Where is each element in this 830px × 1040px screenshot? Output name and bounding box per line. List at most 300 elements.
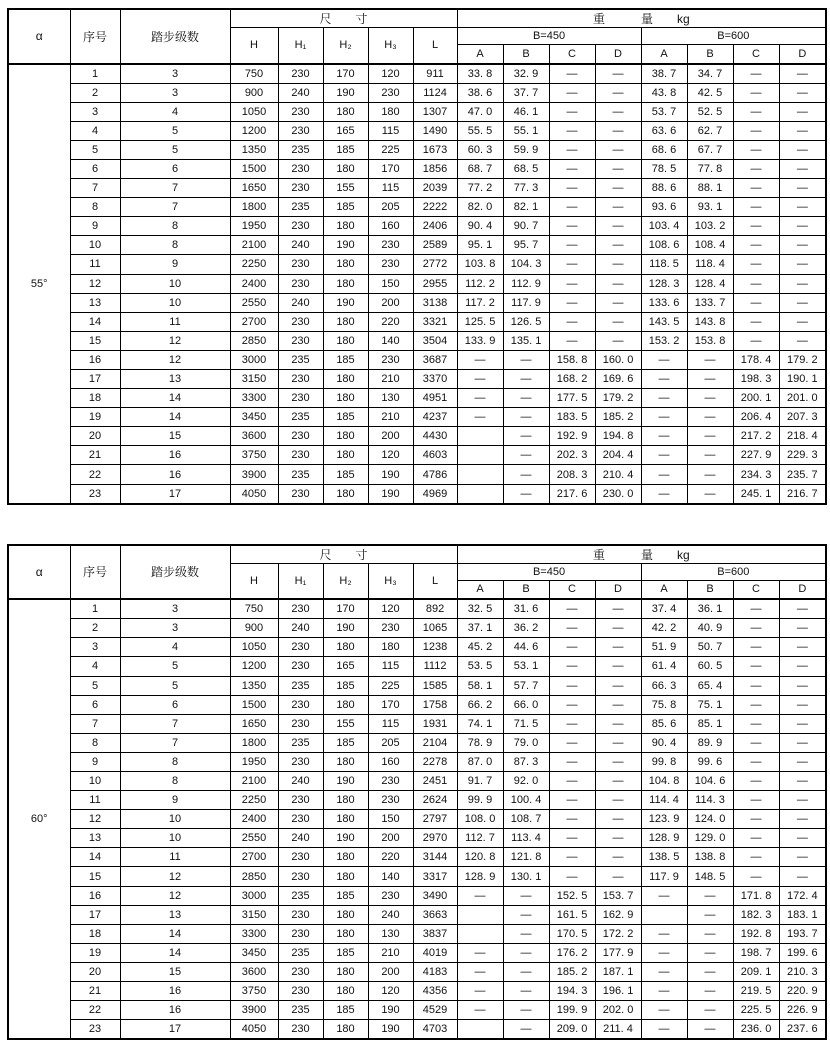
table-cell: 180 [323, 1020, 368, 1040]
table-cell: — [595, 752, 641, 771]
table-cell: — [687, 886, 733, 905]
table-cell: 67. 7 [687, 140, 733, 159]
table-cell: 16 [70, 886, 120, 905]
table-cell: 190 [323, 829, 368, 848]
table-cell: 57. 7 [503, 676, 549, 695]
table-cell: 3450 [230, 408, 278, 427]
table-cell: 202. 3 [549, 446, 595, 465]
table-cell: 230 [278, 121, 323, 140]
table-cell: 150 [368, 810, 413, 829]
table-cell: 38. 6 [457, 83, 503, 102]
table-cell: 180 [323, 638, 368, 657]
table-cell: 4356 [413, 982, 457, 1001]
table-cell: 59. 9 [503, 140, 549, 159]
table-cell: 200 [368, 293, 413, 312]
table-cell: — [779, 312, 826, 331]
table-cell: 90. 4 [457, 217, 503, 236]
table-cell: 185 [323, 465, 368, 484]
table-cell: — [549, 121, 595, 140]
table-cell: 13 [70, 293, 120, 312]
table-cell: 9 [70, 752, 120, 771]
table-cell: 87. 3 [503, 752, 549, 771]
table-cell: 217. 2 [733, 427, 779, 446]
table-cell: 209. 1 [733, 962, 779, 981]
table-cell: 185. 2 [595, 408, 641, 427]
table-cell: 216. 7 [779, 484, 826, 504]
table-cell: 82. 0 [457, 198, 503, 217]
table-cell: 113. 4 [503, 829, 549, 848]
table-cell: — [733, 599, 779, 619]
table-cell: 33. 8 [457, 64, 503, 84]
table-cell: — [595, 64, 641, 84]
table-cell: 152. 5 [549, 886, 595, 905]
col-header-h1: H₁ [278, 28, 323, 64]
table-cell: 117. 2 [457, 293, 503, 312]
table-cell: 225. 5 [733, 1001, 779, 1020]
table-cell: — [595, 829, 641, 848]
table-cell: 16 [70, 350, 120, 369]
table-cell: 1200 [230, 657, 278, 676]
table-cell: 130 [368, 389, 413, 408]
table-cell: — [595, 83, 641, 102]
table-cell: 240 [278, 236, 323, 255]
table-cell: 87. 0 [457, 752, 503, 771]
alpha-value: 55° [8, 64, 70, 504]
table-row [8, 657, 826, 676]
col-header-b450-a: A [457, 45, 503, 64]
table-cell: 180 [323, 848, 368, 867]
table-cell: 5 [120, 121, 230, 140]
table-cell: 1065 [413, 619, 457, 638]
table-cell: 3138 [413, 293, 457, 312]
spec-table-alpha-60 [7, 544, 827, 1040]
table-cell: 230 [278, 370, 323, 389]
table-cell: 121. 8 [503, 848, 549, 867]
table-cell: 138. 5 [641, 848, 687, 867]
table-cell: — [549, 752, 595, 771]
table-cell: 10 [120, 810, 230, 829]
table-cell: 108. 0 [457, 810, 503, 829]
table-cell: 21 [70, 446, 120, 465]
table-cell: 10 [120, 829, 230, 848]
table-cell: 79. 0 [503, 733, 549, 752]
col-header-b450-b: B [503, 45, 549, 64]
table-cell: — [779, 829, 826, 848]
table-cell: — [687, 1001, 733, 1020]
table-cell: — [503, 370, 549, 389]
table-cell: 4 [70, 121, 120, 140]
table-cell: — [779, 848, 826, 867]
table-cell: 20 [70, 962, 120, 981]
table-cell: 235 [278, 408, 323, 427]
table-cell: 7 [120, 179, 230, 198]
table-cell: 240 [278, 829, 323, 848]
table-cell: 3000 [230, 350, 278, 369]
table-cell: — [595, 312, 641, 331]
table-cell: — [595, 293, 641, 312]
table-cell: — [733, 619, 779, 638]
table-cell: — [503, 389, 549, 408]
table-cell: — [779, 733, 826, 752]
table-cell: — [595, 791, 641, 810]
table-cell: 210 [368, 408, 413, 427]
table-cell: — [733, 274, 779, 293]
table-cell: 103. 2 [687, 217, 733, 236]
table-cell: 91. 7 [457, 772, 503, 791]
table-cell: — [733, 217, 779, 236]
table-cell: 1800 [230, 733, 278, 752]
table-cell: 240 [278, 772, 323, 791]
table-row [8, 217, 826, 236]
table-cell [457, 905, 503, 924]
table-cell: 180 [323, 427, 368, 446]
table-cell: 53. 5 [457, 657, 503, 676]
table-cell: 230 [278, 64, 323, 84]
table-cell: 900 [230, 83, 278, 102]
table-cell: — [549, 64, 595, 84]
table-cell: 17 [120, 484, 230, 504]
table-row [8, 886, 826, 905]
table-cell: 17 [70, 905, 120, 924]
table-cell: 11 [70, 791, 120, 810]
table-cell: 3600 [230, 962, 278, 981]
table-cell: 235 [278, 943, 323, 962]
table-cell: — [779, 217, 826, 236]
table-cell: 138. 8 [687, 848, 733, 867]
table-cell: 90. 7 [503, 217, 549, 236]
table-cell: 208. 3 [549, 465, 595, 484]
table-cell: 118. 4 [687, 255, 733, 274]
table-cell: 185 [323, 408, 368, 427]
table-cell: 194. 3 [549, 982, 595, 1001]
table-cell: 193. 7 [779, 924, 826, 943]
table-cell: — [687, 943, 733, 962]
table-cell: — [549, 638, 595, 657]
table-cell: 182. 3 [733, 905, 779, 924]
table-cell: — [641, 1020, 687, 1040]
table-cell: 235 [278, 733, 323, 752]
table-cell: — [457, 962, 503, 981]
table-cell: 9 [120, 791, 230, 810]
col-header-h1: H₁ [278, 563, 323, 599]
table-cell: 14 [70, 312, 120, 331]
table-cell: 120 [368, 599, 413, 619]
table-row [8, 293, 826, 312]
col-header-b450-d: D [595, 580, 641, 599]
col-header-l: L [413, 28, 457, 64]
table-cell: 37. 1 [457, 619, 503, 638]
col-header-steps: 踏步级数 [120, 9, 230, 64]
table-cell: — [595, 102, 641, 121]
table-cell: 2850 [230, 331, 278, 350]
table-cell: 2100 [230, 772, 278, 791]
table-cell: 2250 [230, 791, 278, 810]
table-cell: — [733, 255, 779, 274]
table-row [8, 331, 826, 350]
table-cell: 112. 2 [457, 274, 503, 293]
table-cell: 75. 8 [641, 695, 687, 714]
table-cell: 1124 [413, 83, 457, 102]
table-cell: — [733, 752, 779, 771]
table-row [8, 962, 826, 981]
table-cell: — [733, 657, 779, 676]
table-cell: 230 [278, 867, 323, 886]
col-header-dimensions: 尺 寸 [230, 9, 457, 28]
table-cell: 115 [368, 657, 413, 676]
table-cell: — [641, 886, 687, 905]
table-gap [7, 505, 823, 544]
table-cell: 235 [278, 140, 323, 159]
table-cell: 4 [120, 102, 230, 121]
table-cell: 3 [70, 102, 120, 121]
table-cell: 240 [278, 83, 323, 102]
table-cell: 89. 9 [687, 733, 733, 752]
table-cell: 155 [323, 179, 368, 198]
table-cell: 2624 [413, 791, 457, 810]
table-cell: 3150 [230, 370, 278, 389]
table-cell: 230 [278, 905, 323, 924]
table-cell: 5 [120, 657, 230, 676]
table-cell: 1650 [230, 714, 278, 733]
table-cell: 162. 9 [595, 905, 641, 924]
table-cell: 130. 1 [503, 867, 549, 886]
table-cell: 66. 2 [457, 695, 503, 714]
col-header-b450-d: D [595, 45, 641, 64]
table-cell: — [779, 274, 826, 293]
table-cell: — [779, 752, 826, 771]
table-cell: 88. 6 [641, 179, 687, 198]
table-cell: 120 [368, 64, 413, 84]
col-header-serial: 序号 [70, 9, 120, 64]
table-cell: — [641, 427, 687, 446]
table-cell: 210 [368, 370, 413, 389]
table-cell: 34. 7 [687, 64, 733, 84]
table-cell: 3144 [413, 848, 457, 867]
table-cell: 190 [323, 619, 368, 638]
table-cell: 217. 6 [549, 484, 595, 504]
table-cell: 21 [70, 982, 120, 1001]
table-cell: 3 [70, 638, 120, 657]
table-cell: 4 [70, 657, 120, 676]
table-cell: — [779, 695, 826, 714]
table-cell: 237. 6 [779, 1020, 826, 1040]
table-cell: 240 [368, 905, 413, 924]
table-cell: — [687, 427, 733, 446]
table-cell: 15 [120, 427, 230, 446]
table-cell: — [733, 159, 779, 178]
table-cell: 2400 [230, 810, 278, 829]
table-cell: 196. 1 [595, 982, 641, 1001]
table-cell: 200 [368, 962, 413, 981]
table-cell: 160 [368, 752, 413, 771]
table-cell: — [457, 943, 503, 962]
table-cell: — [549, 331, 595, 350]
table-cell: 125. 5 [457, 312, 503, 331]
table-cell: 115 [368, 179, 413, 198]
table-cell: 88. 1 [687, 179, 733, 198]
table-cell: 143. 5 [641, 312, 687, 331]
table-cell: 66. 0 [503, 695, 549, 714]
table-cell: 200. 1 [733, 389, 779, 408]
table-cell: 225 [368, 140, 413, 159]
table-cell: 892 [413, 599, 457, 619]
table-cell: 1200 [230, 121, 278, 140]
table-cell: 55. 5 [457, 121, 503, 140]
col-header-alpha: α [8, 545, 70, 600]
table-cell: — [779, 772, 826, 791]
table-cell: 12 [70, 274, 120, 293]
table-cell: 140 [368, 331, 413, 350]
table-cell: 180 [323, 484, 368, 504]
col-header-b600-d: D [779, 580, 826, 599]
table-cell: 209. 0 [549, 1020, 595, 1040]
col-header-b600-d: D [779, 45, 826, 64]
table-cell: — [779, 810, 826, 829]
table-cell: 176. 2 [549, 943, 595, 962]
table-cell: 23 [70, 484, 120, 504]
table-cell: — [641, 924, 687, 943]
table-cell: 220 [368, 848, 413, 867]
table-cell: 185 [323, 140, 368, 159]
table-cell: 240 [278, 293, 323, 312]
table-cell: 179. 2 [779, 350, 826, 369]
table-row [8, 829, 826, 848]
table-cell: 161. 5 [549, 905, 595, 924]
table-row [8, 733, 826, 752]
table-cell: 103. 4 [641, 217, 687, 236]
table-cell: 180 [323, 810, 368, 829]
table-cell: — [549, 198, 595, 217]
table-cell: 99. 6 [687, 752, 733, 771]
table-cell: 1650 [230, 179, 278, 198]
table-row [8, 408, 826, 427]
table-cell: — [733, 179, 779, 198]
table-cell: 180 [323, 446, 368, 465]
table-cell: 93. 6 [641, 198, 687, 217]
table-row [8, 810, 826, 829]
col-header-l: L [413, 563, 457, 599]
table-cell: 1350 [230, 676, 278, 695]
table-cell: 177. 9 [595, 943, 641, 962]
table-cell: 158. 8 [549, 350, 595, 369]
col-header-b600: B=600 [641, 28, 826, 45]
table-cell: 235 [278, 350, 323, 369]
table-cell: 170 [368, 159, 413, 178]
table-cell: 2104 [413, 733, 457, 752]
table-cell: 3663 [413, 905, 457, 924]
table-cell: 5 [120, 676, 230, 695]
table-cell [457, 1020, 503, 1040]
table-cell: 230 [278, 962, 323, 981]
col-header-b600-c: C [733, 45, 779, 64]
table-cell: 2797 [413, 810, 457, 829]
col-header-h: H [230, 28, 278, 64]
table-row [8, 791, 826, 810]
table-cell: 900 [230, 619, 278, 638]
table-cell: 230 [278, 924, 323, 943]
table-cell: 230 [278, 331, 323, 350]
table-cell: 3300 [230, 924, 278, 943]
table-cell: 3687 [413, 350, 457, 369]
table-cell: 153. 2 [641, 331, 687, 350]
table-cell: — [595, 599, 641, 619]
table-cell: 185 [323, 943, 368, 962]
col-header-weight: 重 量 kg [457, 545, 826, 564]
table-cell: 3750 [230, 446, 278, 465]
table-cell: — [687, 446, 733, 465]
table-row [8, 599, 826, 619]
table-row [8, 867, 826, 886]
col-header-b600-c: C [733, 580, 779, 599]
table-cell: 3 [120, 64, 230, 84]
table-cell: 13 [120, 905, 230, 924]
table-cell: 12 [120, 331, 230, 350]
table-cell: 10 [120, 274, 230, 293]
table-cell: 4603 [413, 446, 457, 465]
table-cell: — [595, 274, 641, 293]
table-cell: 37. 4 [641, 599, 687, 619]
table-cell: — [549, 179, 595, 198]
table-cell: — [779, 619, 826, 638]
table-cell: — [779, 255, 826, 274]
table-cell: — [733, 312, 779, 331]
table-cell: 235. 7 [779, 465, 826, 484]
table-row [8, 83, 826, 102]
col-header-alpha: α [8, 9, 70, 64]
table-cell: — [457, 886, 503, 905]
table-row [8, 924, 826, 943]
table-cell: 114. 3 [687, 791, 733, 810]
alpha-value: 60° [8, 599, 70, 1039]
col-header-b600: B=600 [641, 563, 826, 580]
table-cell: 911 [413, 64, 457, 84]
table-cell: 60. 5 [687, 657, 733, 676]
table-cell: 201. 0 [779, 389, 826, 408]
table-cell: 95. 1 [457, 236, 503, 255]
table-row [8, 64, 826, 84]
table-cell: 2955 [413, 274, 457, 293]
table-cell: 1950 [230, 217, 278, 236]
table-cell [457, 924, 503, 943]
table-cell: 180 [323, 255, 368, 274]
table-cell: 230 [368, 886, 413, 905]
table-cell: — [503, 446, 549, 465]
table-cell: 6 [70, 695, 120, 714]
col-header-h3: H₃ [368, 563, 413, 599]
col-header-steps: 踏步级数 [120, 545, 230, 600]
table-cell: 234. 3 [733, 465, 779, 484]
table-cell: — [503, 886, 549, 905]
table-cell: 190. 1 [779, 370, 826, 389]
table-cell: 230 [368, 350, 413, 369]
table-cell: — [779, 791, 826, 810]
table-cell: 1050 [230, 638, 278, 657]
table-cell: 52. 5 [687, 102, 733, 121]
table-cell: 210. 4 [595, 465, 641, 484]
table-cell: 1238 [413, 638, 457, 657]
table-cell: 32. 9 [503, 64, 549, 84]
table-cell: 178. 4 [733, 350, 779, 369]
table-cell: 100. 4 [503, 791, 549, 810]
table-cell: — [457, 1001, 503, 1020]
table-cell: 133. 9 [457, 331, 503, 350]
table-cell: 8 [70, 733, 120, 752]
table-cell: 185. 2 [549, 962, 595, 981]
table-cell: 140 [368, 867, 413, 886]
table-cell: 235 [278, 1001, 323, 1020]
table-cell: — [503, 1020, 549, 1040]
table-cell: 180 [323, 389, 368, 408]
